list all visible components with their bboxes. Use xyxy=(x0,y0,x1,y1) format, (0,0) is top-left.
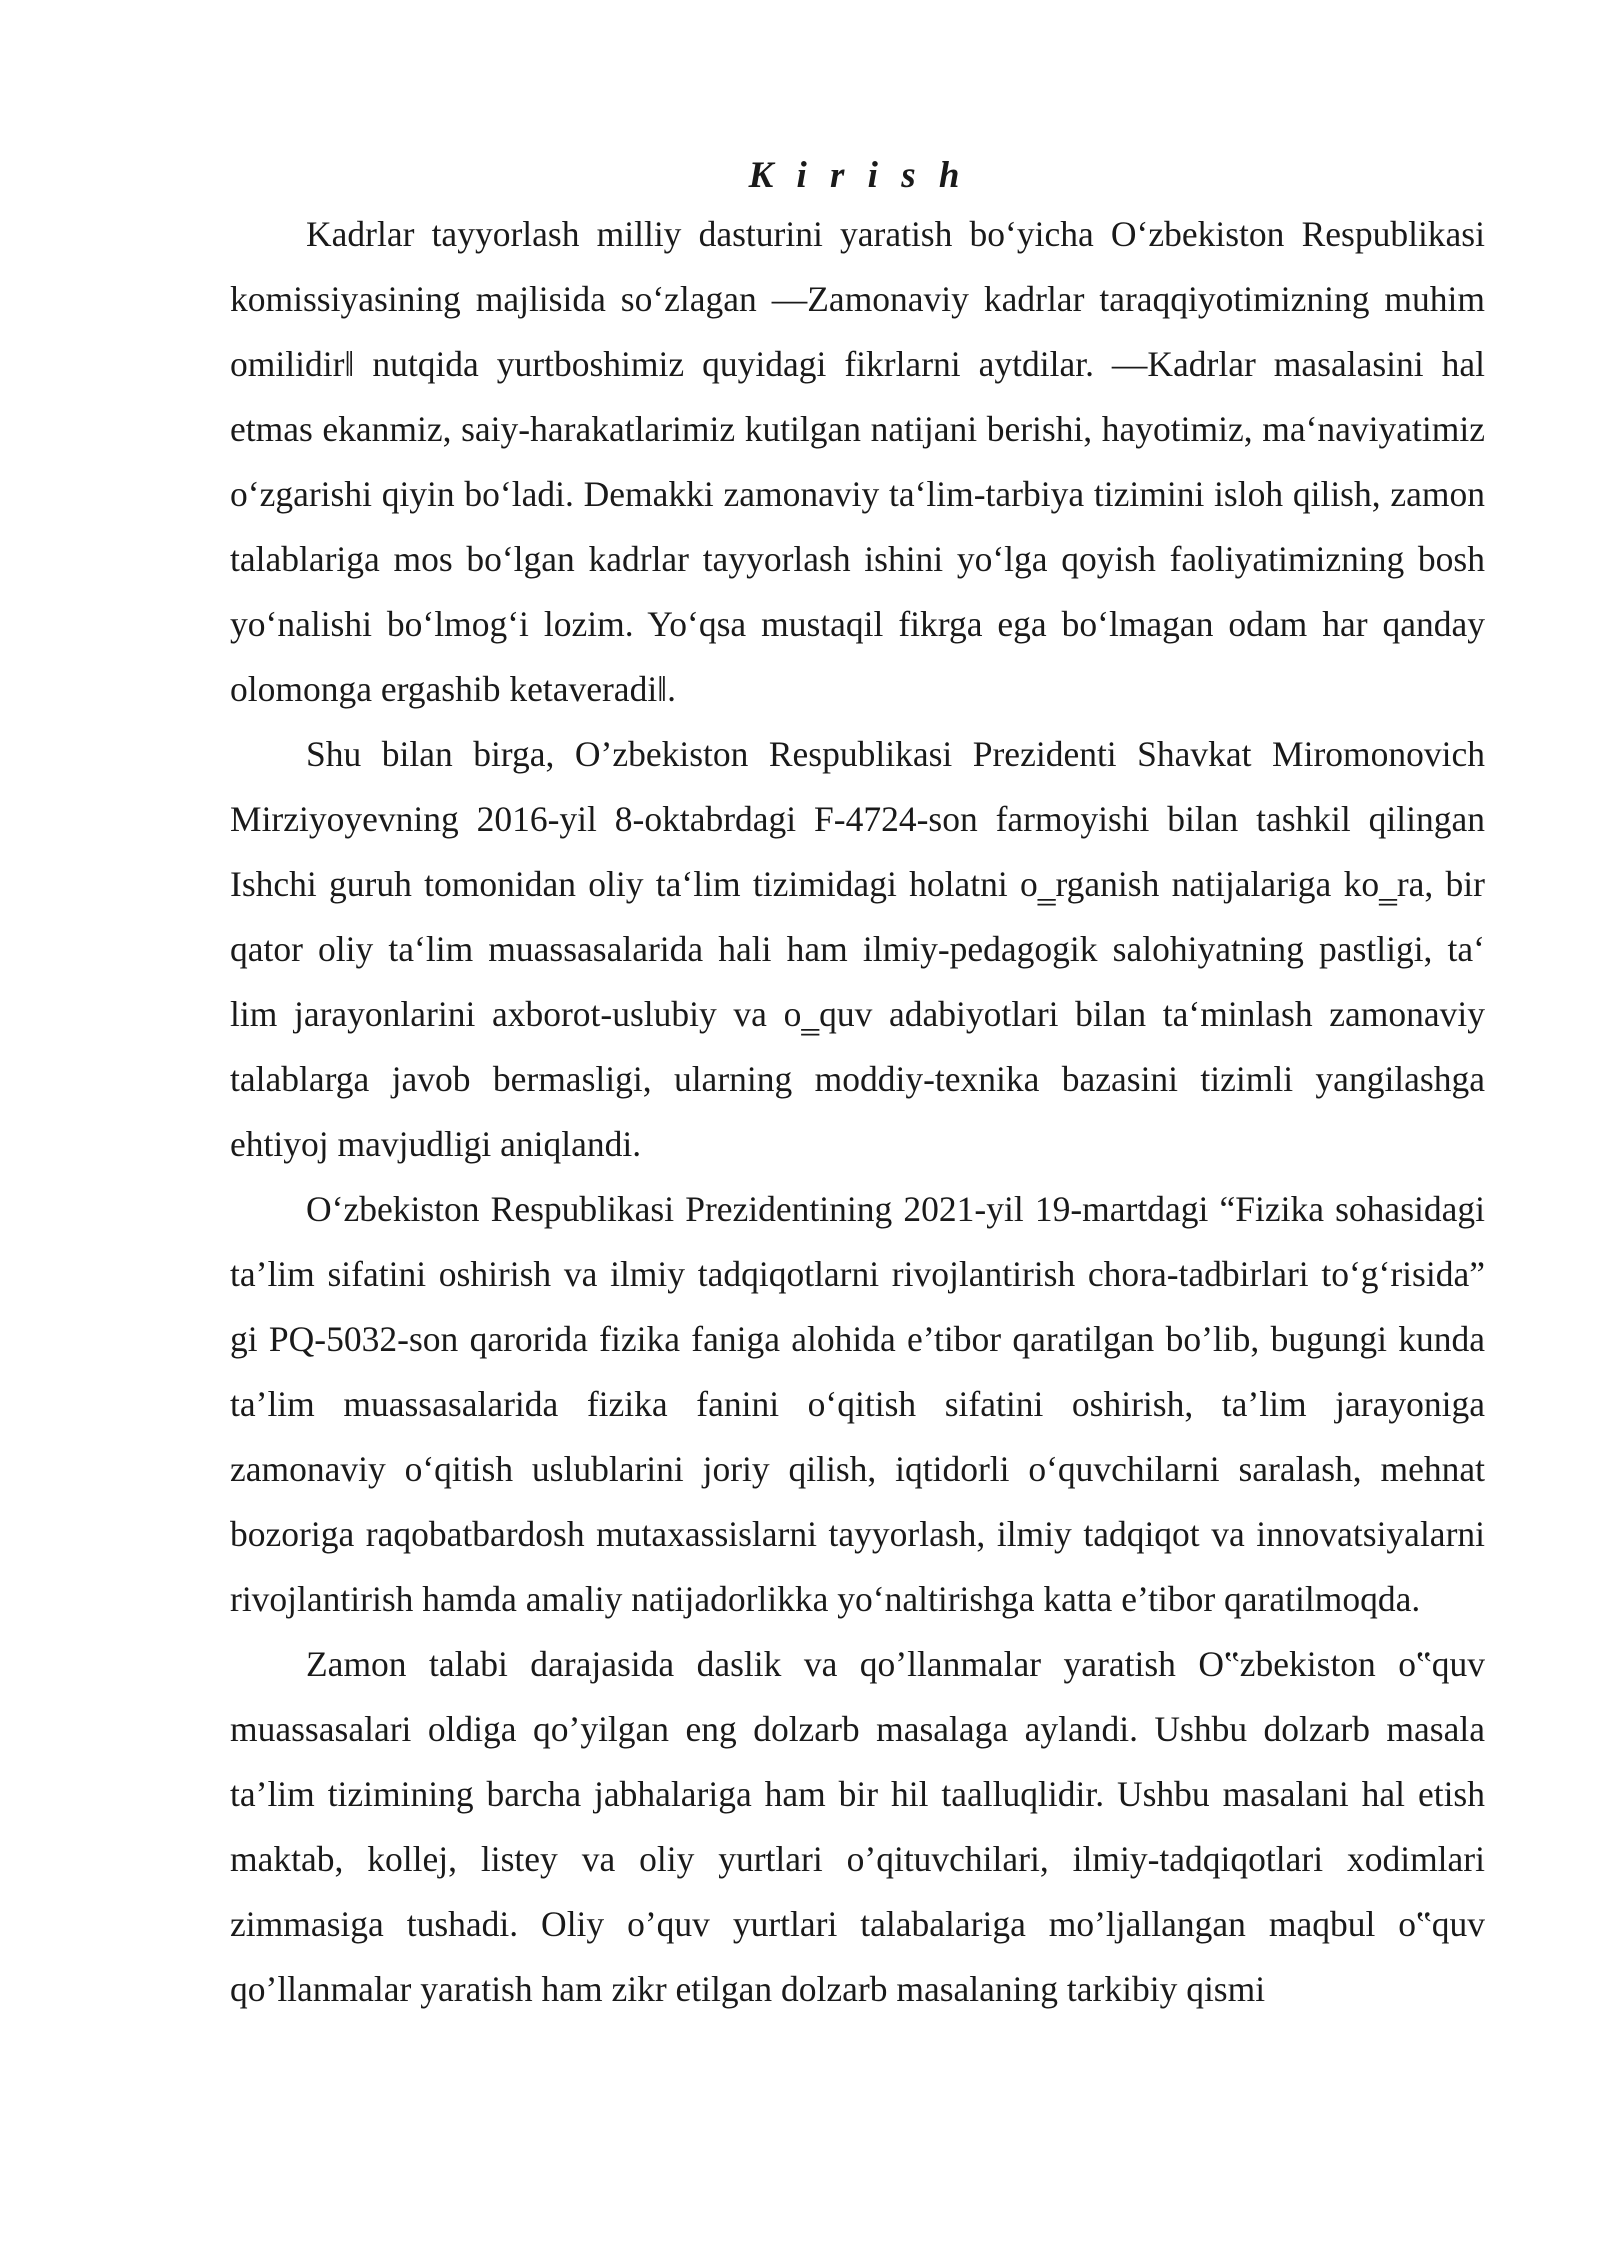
paragraph-4: Zamon talabi darajasida daslik va qo’llanmalar yaratish O‟zbekiston o‟quv muassasalari oldiga qo’yilgan eng dolzarb masalaga aylandi. Ushbu dolzarb masala ta’lim tizimining barcha jabhalariga ham bir hil taalluqlidir. Ushbu masalani hal etish maktab, kollej, listey va oliy yurtlari o’qituvchilari, ilmiy-tadqiqotlari xodimlari zimmasiga tushadi. Oliy o’quv yurtlari talabalariga mo’ljallangan maqbul o‟quv qo’llanmalar yaratish ham zikr etilgan dolzarb masalaning tarkibiy qismi xyxy=(230,1644,1485,2009)
document-title: K i r i s h xyxy=(748,155,967,196)
paragraph-3: O‘zbekiston Respublikasi Prezidentining 2021-yil 19-martdagi “Fizika sohasidagi ta’lim sifatini oshirish va ilmiy tadqiqotlarni rivojlantirish chora-tadbirlari to‘g‘risida” gi PQ-5032-son qarorida fizika faniga alohida e’tibor qaratilgan bo’lib, bugungi kunda ta’lim muassasalarida fizika fanini o‘qitish sifatini oshirish, ta’lim jarayoniga zamonaviy o‘qitish uslublarini joriy qilish, iqtidorli o‘quvchilarni saralash, mehnat bozoriga raqobatbardosh mutaxassislarni tayyorlash, ilmiy tadqiqot va innovatsiyalarni rivojlantirish hamda amaliy natijadorlikka yo‘naltirishga katta e’tibor qaratilmoqda. xyxy=(230,1189,1485,1619)
paragraph-1: Kadrlar tayyorlash milliy dasturini yaratish bo‘yicha O‘zbekiston Respublikasi komissiyasining majlisida so‘zlagan ―Zamonaviy kadrlar taraqqiyotimizning muhim omilidir‖ nutqida yurtboshimiz quyidagi fikrlarni aytdilar. ―Kadrlar masalasini hal etmas ekanmiz, saiy-harakatlarimiz kutilgan natijani berishi, hayotimiz, ma‘naviyatimiz o‘zgarishi qiyin bo‘ladi. Demakki zamonaviy ta‘lim-tarbiya tizimini isloh qilish, zamon talablariga mos bo‘lgan kadrlar tayyorlash ishini yo‘lga qoyish faoliyatimizning bosh yo‘nalishi bo‘lmog‘i lozim. Yo‘qsa mustaqil fikrga ega bo‘lmagan odam har qanday olomonga ergashib ketaveradi‖. xyxy=(230,214,1485,709)
document-body xyxy=(230,150,1485,2022)
paragraph-2: Shu bilan birga, O’zbekiston Respublikasi Prezidenti Shavkat Miromonovich Mirziyoyevning 2016-yil 8-oktabrdagi F-4724-son farmoyishi bilan tashkil qilingan Ishchi guruh tomonidan oliy ta‘lim tizimidagi holatni o‗rganish natijalariga ko‗ra, bir qator oliy ta‘lim muassasalarida hali ham ilmiy-pedagogik salohiyatning pastligi, ta‘ lim jarayonlarini axborot-uslubiy va o‗quv adabiyotlari bilan ta‘minlash zamonaviy talablarga javob bermasligi, ularning moddiy-texnika bazasini tizimli yangilashga ehtiyoj mavjudligi aniqlandi. xyxy=(230,734,1485,1164)
